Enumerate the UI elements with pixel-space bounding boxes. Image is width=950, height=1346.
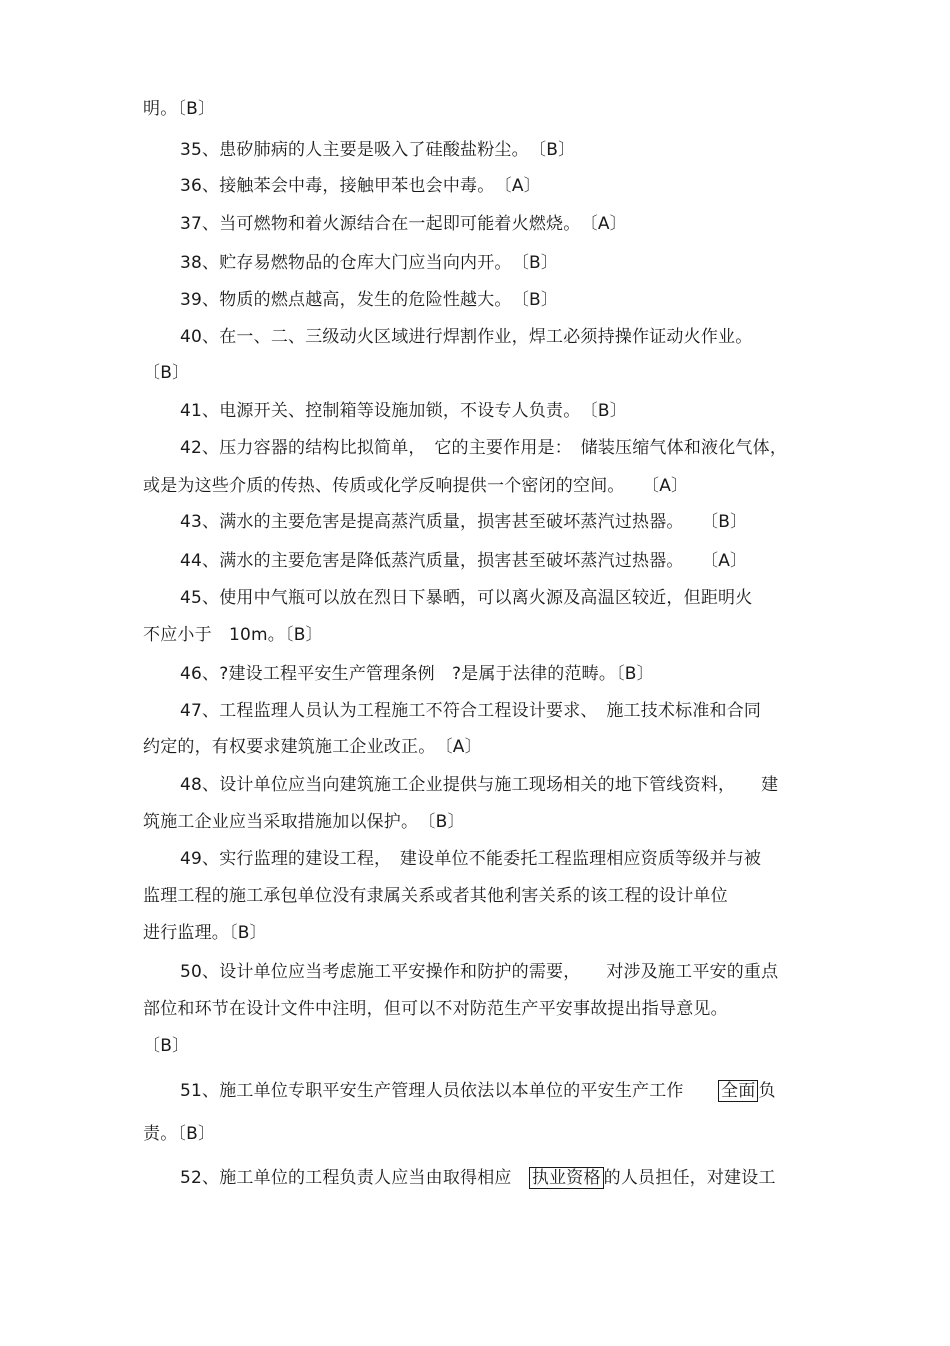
text-span: 负 (758, 1081, 776, 1101)
question-36: 36、接触苯会中毒，接触甲苯也会中毒。 〔A〕 (180, 176, 541, 196)
text-line: 约定的，有权要求建筑施工企业改正。 〔A〕 (143, 737, 482, 757)
question-52 (180, 1167, 776, 1189)
question-39: 39、物质的燃点越高，发生的危险性越大。 〔B〕 (180, 290, 559, 310)
text-line: 部位和环节在设计文件中注明，但可以不对防范生产平安事故提出指导意见。 (143, 999, 728, 1019)
text-span: 51、施工单位专职平安生产管理人员依法以本单位的平安生产工作 (180, 1081, 719, 1101)
text-span: 的人员担任，对建设工 (603, 1168, 776, 1188)
question-38: 38、贮存易燃物品的仓库大门应当向内开。 〔B〕 (180, 253, 559, 273)
question-45: 45、使用中气瓶可以放在烈日下暴晒，可以离火源及高温区较近，但距明火 (180, 588, 753, 608)
text-line: 监理工程的施工承包单位没有隶属关系或者其他利害关系的该工程的设计单位 (143, 886, 728, 906)
text-line: 不应小于 10m。〔B〕 (143, 625, 323, 645)
text-line: 筑施工企业应当采取措施加以保护。 〔B〕 (143, 812, 465, 832)
question-51 (180, 1080, 776, 1102)
text-line: 或是为这些介质的传热、传质或化学反响提供一个密闭的空间。 〔A〕 (143, 476, 689, 496)
question-44: 44、满水的主要危害是降低蒸汽质量，损害甚至破坏蒸汽过热器。 〔A〕 (180, 551, 748, 571)
text-line: 〔B〕 (143, 363, 190, 383)
text-line: 〔B〕 (143, 1036, 190, 1056)
text-line: 责。〔B〕 (143, 1124, 216, 1144)
question-48: 48、设计单位应当向建筑施工企业提供与施工现场相关的地下管线资料， 建 (180, 775, 779, 795)
question-37: 37、当可燃物和着火源结合在一起即可能着火燃烧。 〔A〕 (180, 214, 627, 234)
question-50: 50、设计单位应当考虑施工平安操作和防护的需要， 对涉及施工平安的重点 (180, 962, 779, 982)
text-line: 明。〔B〕 (143, 99, 216, 119)
question-43: 43、满水的主要危害是提高蒸汽质量，损害甚至破坏蒸汽过热器。 〔B〕 (180, 512, 748, 532)
question-41: 41、电源开关、控制箱等设施加锁，不设专人负责。 〔B〕 (180, 401, 627, 421)
boxed-term: 全面 (718, 1080, 758, 1102)
boxed-term: 执业资格 (529, 1167, 604, 1189)
question-49: 49、实行监理的建设工程， 建设单位不能委托工程监理相应资质等级并与被 (180, 849, 762, 869)
question-46: 46、?建设工程平安生产管理条例 ?是属于法律的范畴。〔B〕 (180, 664, 654, 684)
text-line: 进行监理。〔B〕 (143, 923, 267, 943)
question-47: 47、工程监理人员认为工程施工不符合工程设计要求、 施工技术标准和合同 (180, 701, 762, 721)
question-42: 42、压力容器的结构比拟简单， 它的主要作用是： 储装压缩气体和液化气体， (180, 438, 788, 458)
question-35: 35、患矽肺病的人主要是吸入了硅酸盐粉尘。 〔B〕 (180, 140, 576, 160)
question-40: 40、在一、二、三级动火区域进行焊割作业，焊工必须持操作证动火作业。 (180, 327, 753, 347)
text-span: 52、施工单位的工程负责人应当由取得相应 (180, 1168, 529, 1188)
